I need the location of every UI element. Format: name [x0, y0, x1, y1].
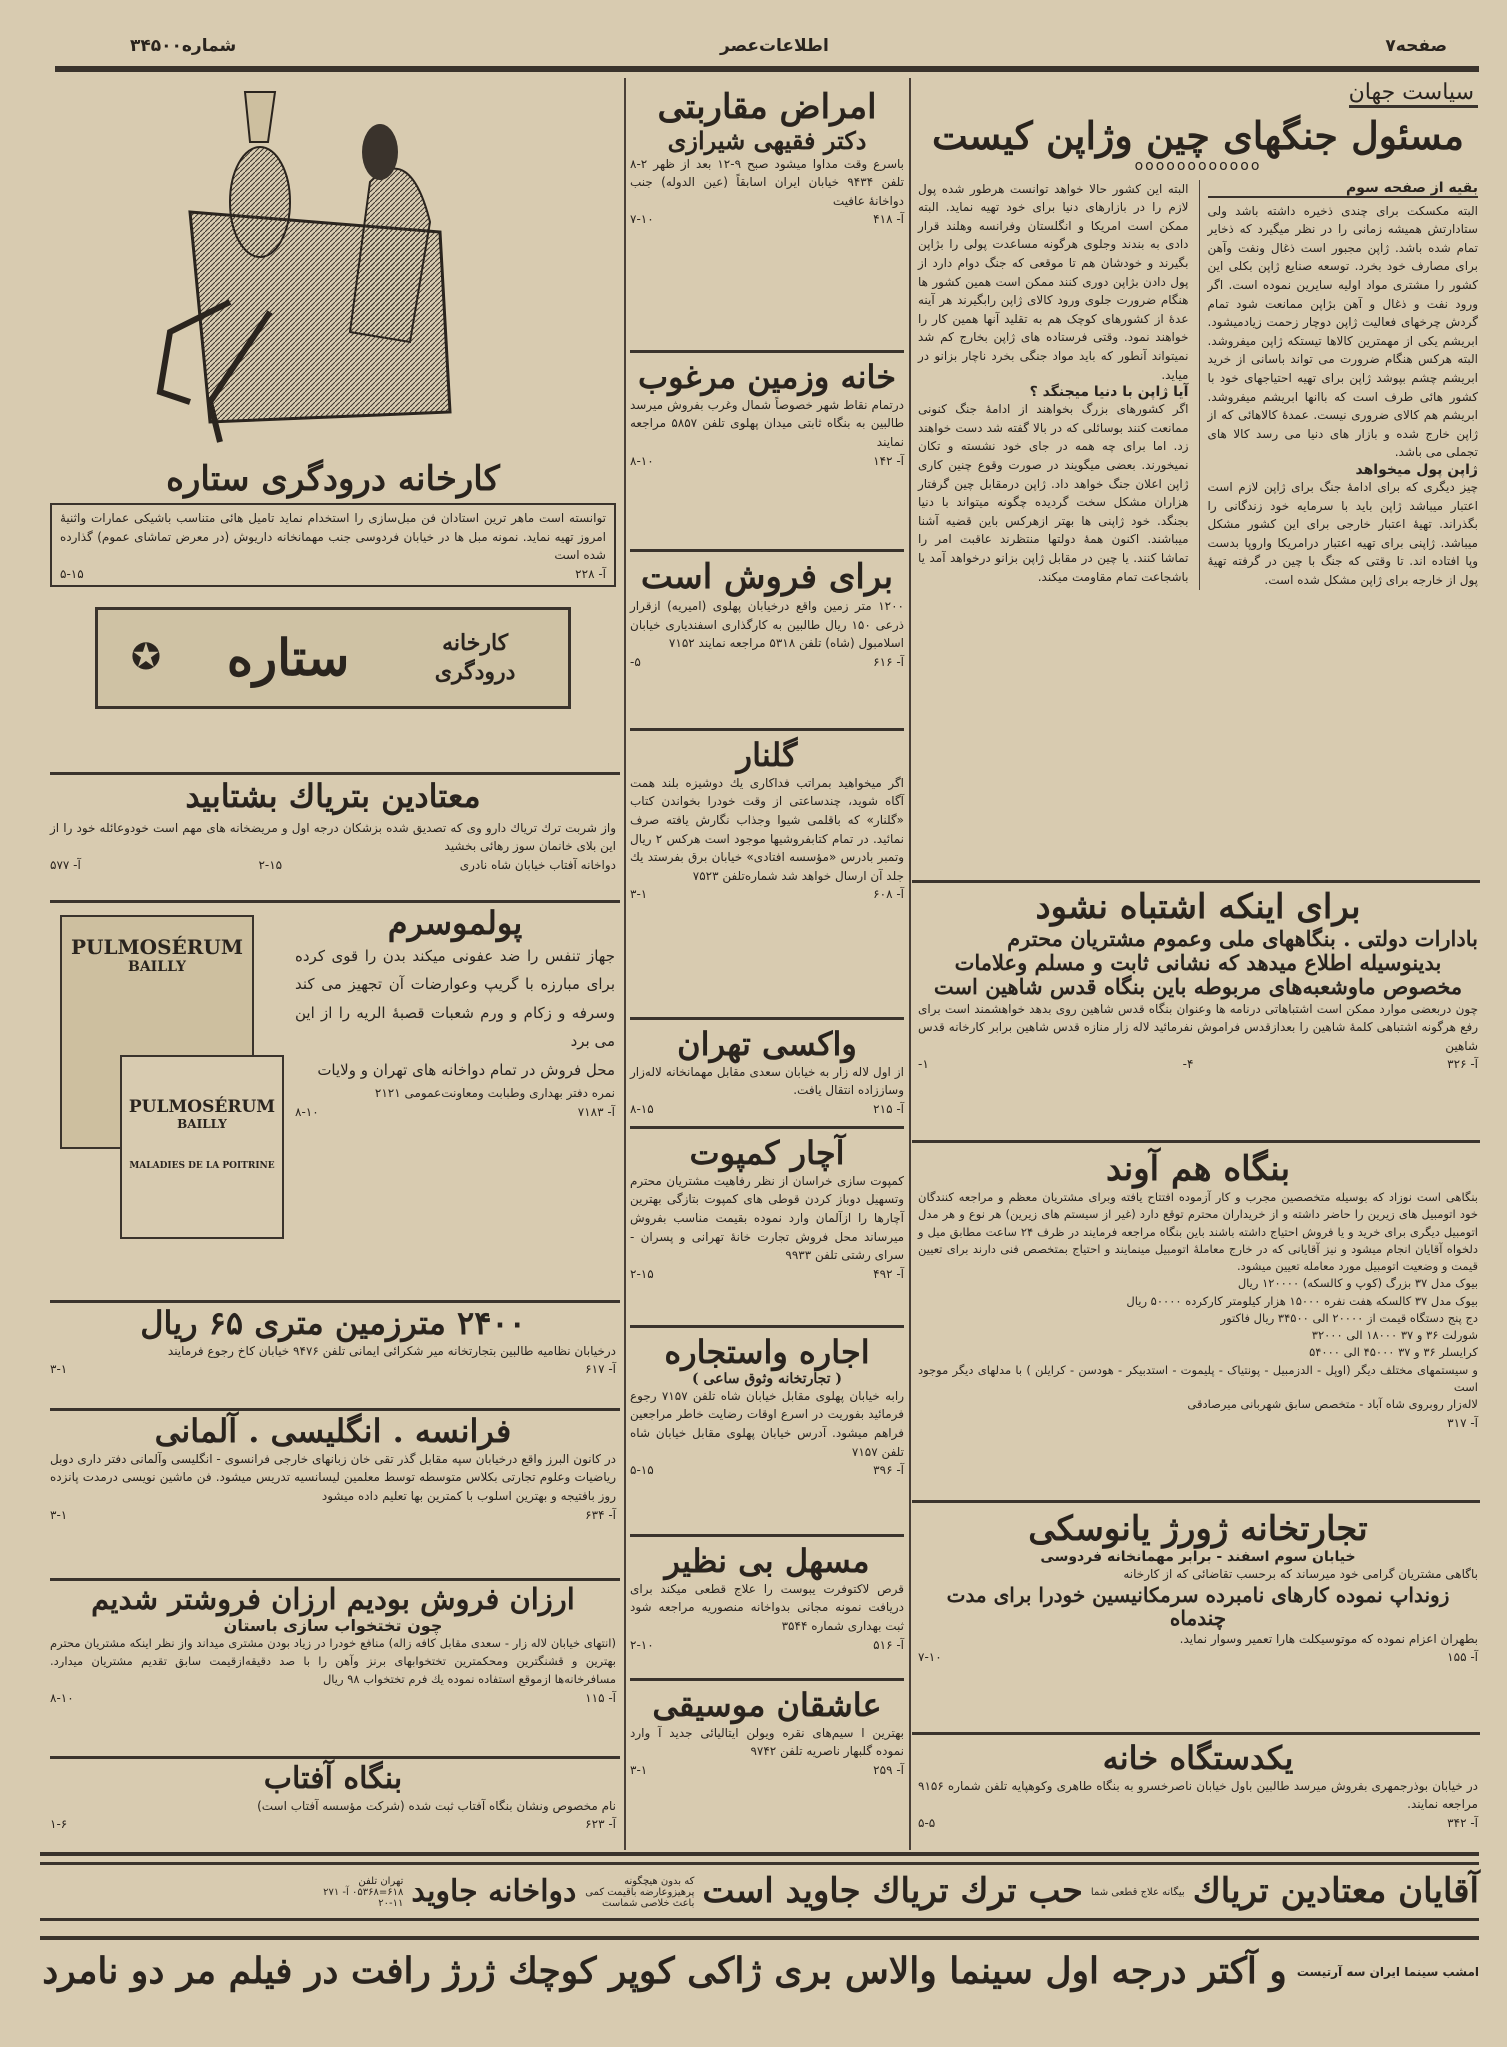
- section-title: سیاست جهان: [1349, 80, 1478, 108]
- ad-code: ۴-: [1182, 1057, 1194, 1072]
- ad-code: آ- ۲۵۹: [873, 1762, 904, 1777]
- ad-text: چون دربعضی موارد ممکن است اشتباهاتی درنامه ها وعنوان بنگاه قدس شاهین روی بدهد خواهشمند است برای رفع هرگونه اشتباهی کلمهٔ شاهین را بعدازقدس فراموش نفرمائید لاله زار منازه قدس شاهین برابر کارخانه قدس شاهین: [918, 1001, 1478, 1053]
- ad-text: واز شربت ترك تریاك دارو وی که تصدیق شده بزشکان درجه اول و مریضخانه های مهم است خودوعائله خود را از این بلای خانمان سوز رهائی بخشید: [50, 820, 616, 854]
- ad-title: فرانسه . انگلیسی . آلمانی: [154, 1412, 512, 1450]
- headline: مسئول جنگهای چین وژاپن کیست: [931, 113, 1465, 158]
- ad-text: قرص لاکتوفرت یبوست را علاج قطعی میکند برای دریافت نمونه مجانی بدواخانه منصوریه مراجعه شود ثبت بهداری شماره ۳۵۴۴: [630, 1581, 904, 1633]
- phone: تهران تلفن ۶۱۸=۰۵۳۶۸: [352, 1875, 404, 1898]
- pulmoserum-ad: [50, 905, 620, 1300]
- ad-text: نمره دفتر بهداری وطبابت ومعاونت‌عمومی ۲۱۲۱: [374, 1086, 615, 1101]
- star-carpentry-ad: [50, 460, 616, 709]
- opium-pill-banner: [40, 1866, 1479, 1918]
- world-politics-article: [918, 80, 1478, 590]
- ad-code: آ- ۲۲۸: [575, 566, 606, 581]
- ad-text: کمپوت سازی خراسان از نظر رفاهیت مشتریان محترم وتسهیل دوباز کردن قوطی های کمپوت بتازگی بهترین آچارها را ازآلمان وارد نموده بقیمت مناسب بفروش میرساند محل فروش تجارت خانهٔ تهرانی و پسران - سرای رشتی تلفن ۹۹۳۳: [630, 1173, 904, 1263]
- ad-address: خیابان سوم اسفند - برابر مهمانخانه فردوسی: [1040, 1549, 1356, 1566]
- divider: [40, 1852, 1479, 1856]
- price-row: بیوک مدل ۳۷ بزرگ (کوپ و کالسکه) ۱۲۰۰۰۰ ریال: [1237, 1276, 1478, 1291]
- notice-line: بدینوسیله اطلاع میدهد که نشانی ثابت و مسلم وعلامات: [954, 950, 1442, 976]
- ad-title: واکسی تهران: [677, 1025, 857, 1063]
- house-ad: [918, 1740, 1478, 1830]
- notice-ad: [918, 888, 1478, 1071]
- ad-code: آ- ۱۴۲: [873, 453, 904, 468]
- ad-code: آ- ۳۴۲: [1447, 1815, 1478, 1830]
- banner-small-text: امشب سینما ایران سه آرتیست: [1296, 1965, 1479, 1979]
- ad-code: ۲-۱۵: [258, 857, 283, 872]
- banner-small-text: که بدون هیچگونه پرهیزوعارضه باقیمت کمی باعث خلاصی شماست: [585, 1875, 695, 1909]
- middle-ad: [630, 1681, 904, 1807]
- label-text: PULMOSÉRUM: [128, 1097, 276, 1117]
- ad-text: از اول لاله زار به خیابان سعدی مقابل مهمانخانه لاله‌زار وساززاده انتقال یافت.: [630, 1064, 904, 1098]
- divider: [50, 1578, 620, 1581]
- ad-code: ۸-۱۰: [295, 1104, 319, 1119]
- ad-text: رابه خیابان پهلوی مقابل خیابان شاه تلفن ۷۱۵۷ رجوع فرمائید بفوریت در اسرع اوقات رضایت خاطر مراجعین فراهم میشود. آدرس خیابان پهلوی مقابل خیابان شاه تلفن ۷۱۵۷: [630, 1388, 904, 1459]
- subheading: ژاپن پول میخواهد: [1355, 462, 1478, 478]
- ad-address: لاله‌زار روبروی شاه آباد - متخصص سابق شهربانی میرصادقی: [1187, 1397, 1478, 1412]
- divider: [912, 1732, 1480, 1735]
- ad-text: بنگاهی است نوزاد که بوسیله متخصصین مجرب و کار آزموده افتتاح یافته وبرای مشتریان معظم و مراجعه کنندگان خود اتومبیل های زیرین را حاضر داشته و از خریداران محترم توقع دارد (غیر از سیستم های زیرین) هر نوع و هر مدل اتومبیل دیگری برای خرید و یا فروش احتیاج داشته باشند باین بنگاه مراجعه فرمایند در ظرف ۲۴ ساعت مطابق میل و دلخواه آقایان انجام میشود و نیز آقایانی که در خارج معاملهٔ اتومبیل مینمایند و احتیاج بمتخصص فنی دارند برای تعیین قیمت و وضعیت اتومبیل مورد معامله تعیین میشود.: [918, 1190, 1478, 1274]
- ad-text: توانسته است ماهر ترین استادان فن مبل‌سازی را استخدام نماید تاميل هائی متناسب باشیکی عمارات واثنیهٔ امروز تهیه نماید. نمونه مبل ها در خیابان فردوسی جنب مهمانخانه داریوش (در معرض تماشای عموم) گذارده شده است: [60, 511, 606, 563]
- ad-code: آ- ۶۲۳: [585, 1817, 616, 1832]
- divider: [50, 1300, 620, 1303]
- middle-ad: [630, 1328, 904, 1537]
- divider: [50, 1756, 620, 1759]
- ad-title: بنگاه آفتاب: [263, 1761, 403, 1796]
- continued-label: بقیه از صفحه سوم: [1208, 180, 1479, 198]
- article-text: البته این کشور حالا خواهد توانست هرطور شده پول لازم را در بازارهای دنیا برای خود تهیه نماید. البته ممکن است امریکا و انگلستان وفرانسه وهلند قرار دادی به بندند وجلوی هرگونه مساعدت پولی را بژاپن بگیرند و خودشان هم تا موقعی که جنگ دوام دارد از پول دادن بژاپن دوری کنند ممکن است همین کشور ها هنگام ضرورت جلوی ورود کالای ژاپن رابگیرند هر آینه عدهٔ از کشورهای کوچک هم به تقلید آنها همین کار را خواهند نمود. وقتی فرستاده های ژاپن بخارج کم شد نمیتواند آنطور که باید مواد جنگی بخرد ناچار بزانو در میاید.: [918, 181, 1189, 382]
- divider: [50, 1408, 620, 1411]
- middle-ad: [630, 552, 904, 731]
- ad-code: ۳-۱: [50, 1362, 68, 1377]
- ad-title: اجاره واستجاره: [664, 1333, 870, 1371]
- label-text: BAILLY: [127, 959, 187, 975]
- header-rule: [55, 66, 1479, 72]
- ad-code: آ- ۶۱۶: [873, 654, 904, 669]
- cinema-banner: [40, 1942, 1479, 2002]
- newspaper-name: اطلاعات‌عصر: [720, 36, 829, 56]
- banner-small-text: بیگانه علاج قطعی شما: [1090, 1886, 1185, 1898]
- ad-text: ۱۲۰۰ متر زمین واقع درخیابان پهلوی (امیریه) ازقرار ذرعی ۱۵۰ ریال طالبین به کارگذاری اسفندیاری خیابان اسلامبول (شاه) تلفن ۵۳۱۸ مراجعه نمایند ۷۱۵۲: [630, 599, 904, 651]
- ad-code: ۵-۵: [918, 1815, 936, 1830]
- ad-title: بنگاه هم آوند: [1105, 1149, 1291, 1189]
- ad-title: عاشقان موسیقی: [652, 1686, 882, 1724]
- label-text: PULMOSÉRUM: [71, 935, 243, 959]
- ad-code: ۵-: [630, 654, 641, 669]
- ad-code: ۷-۱۰: [918, 1650, 942, 1665]
- ad-code: ۸-۱۰: [630, 453, 654, 468]
- ad-subtitle: چون تختخواب سازی باستان: [223, 1616, 443, 1636]
- label-text: MALADIES DE LA POITRINE: [129, 1161, 275, 1171]
- bed-shop-ad: [50, 1583, 616, 1705]
- ad-title: یکدستگاه خانه: [1102, 1739, 1294, 1777]
- ad-code: ۸-۱۰: [50, 1690, 74, 1705]
- hamavand-ad: [918, 1150, 1478, 1430]
- ad-code: آ- ۵۱۶: [873, 1637, 904, 1652]
- divider: [912, 880, 1480, 883]
- ad-text: نام مخصوص ونشان بنگاه آفتاب ثبت شده (شرکت مؤسسه آفتاب است): [257, 1798, 616, 1813]
- ad-code: آ- ۱۵۵: [1447, 1650, 1478, 1665]
- ad-code: ۸-۱۵: [630, 1101, 654, 1116]
- ad-title: گلنار: [736, 736, 798, 774]
- ad-title: آچار کمپوت: [689, 1134, 845, 1172]
- price-row: شورلت ۳۶ و ۳۷ ۱۸۰۰۰ الی ۳۲۰۰۰: [1311, 1328, 1478, 1343]
- ad-title: مسهل بی نظیر: [664, 1542, 870, 1580]
- page-number: صفحه۷: [1385, 36, 1447, 56]
- banner-text: آقایان معتادین تریاك: [1192, 1871, 1479, 1912]
- notice-line: بادارات دولتی . بنگاههای ملی وعموم مشتریان محترم: [1007, 926, 1478, 952]
- ad-title: ارزان فروش بودیم ارزان فروشتر شدیم: [91, 1582, 575, 1616]
- product-bottle-illustration: [120, 1055, 284, 1239]
- column-divider: [909, 78, 911, 1850]
- ad-code: آ- ۳۱۷: [1447, 1415, 1478, 1430]
- ad-title: معتادین بتریاك بشتابید: [185, 777, 481, 815]
- ad-title: کارخانه درودگری ستاره: [166, 459, 500, 499]
- middle-ad: [630, 1537, 904, 1681]
- ad-code: ۳-۱: [50, 1507, 68, 1522]
- divider: [912, 1500, 1480, 1503]
- ad-code: ۱-۶: [50, 1817, 68, 1832]
- ad-code: ۱-: [918, 1057, 929, 1072]
- ad-text: در خیابان بوذرجمهری بفروش میرسد طالبین باول خیابان ناصرخسرو به بنگاه طاهری وکوهپایه تلفن شماره ۹۱۵۶ مراجعه نمایند.: [918, 1778, 1478, 1812]
- ad-text: در کانون البرز واقع درخیابان سپه مقابل گذر تقی خان زبانهای خارجی فرانسوی - انگلیسی وآلمانی دفتر داری دوبل ریاضیات وعلوم تجارتی بکلاس متوسطه توسط معلمین لیسانسیه تدریس میشود. فن ماشین نویسی درمدت پانزده روز بافتیجه و بهترین اسلوب با کمترین بها تعلیم داده میشود: [50, 1451, 616, 1503]
- ad-title: برای اینکه اشتباه نشود: [1035, 887, 1361, 927]
- middle-ad: [630, 731, 904, 1020]
- ad-text: درخیابان نظامیه طالبین بتجارتخانه میر شکرائی ایمانی تلفن ۹۴۷۶ خیابان کاخ رجوع فرمایند: [167, 1343, 616, 1358]
- price-row: و سیستمهای مختلف دیگر (اوپل - الدزمبیل - پونتیاک - پلیموت - استدبیکر - هودسن - کرایلن ) با مدلهای دیگر موجود است: [918, 1362, 1478, 1394]
- ad-code: آ- ۴۱۸: [873, 212, 904, 227]
- banner-text: دواخانه جاوید: [411, 1873, 577, 1909]
- ad-text: باسرع وقت مداوا میشود صبح ۹-۱۲ بعد از ظهر ۲-۸ تلفن ۹۴۳۴ خیابان ایران اسابقاً (عین الدوله) جنب دواخانهٔ عافیت: [630, 156, 904, 208]
- ornament: oooooooooooo: [1134, 157, 1262, 174]
- price-row: دج پنج دستگاه قیمت از ۲۰۰۰۰ الی ۳۴۵۰۰ ریال فاکتور: [1220, 1310, 1478, 1325]
- notice-line: مخصوص ماوشعبه‌های مربوطه باین بنگاه قدس شاهین است: [933, 974, 1463, 1000]
- star-icon: ✪: [130, 637, 162, 679]
- divider: [40, 1936, 1479, 1940]
- ad-code: ۵-۱۵: [60, 566, 84, 581]
- ad-code: ۲-۱۰: [630, 1637, 654, 1652]
- ad-subtitle: ( تجارتخانه وثوق ساعی ): [691, 1370, 843, 1387]
- ad-code: آ- ۵۷۷: [50, 857, 81, 872]
- aftab-ad: [50, 1762, 616, 1831]
- price-row: کرایسلر ۳۶ و ۳۷ ۴۵۰۰۰ الی ۵۴۰۰۰: [1309, 1345, 1478, 1360]
- logo-name: ستاره: [226, 628, 350, 688]
- star-logo: [95, 607, 571, 709]
- ad-text: بهترین ا سیم‌های نقره ویولن ایتالیائی جدید آ وارد نموده گلبهار ناصریه تلفن ۹۷۴۲: [630, 1725, 904, 1759]
- logo-subtitle: کارخانه درودگری: [434, 630, 516, 685]
- middle-ad: [630, 353, 904, 552]
- ad-code: آ- ۶۳۴: [585, 1507, 616, 1522]
- yanovski-ad: [918, 1510, 1478, 1664]
- car-price-list: [918, 1275, 1478, 1396]
- ad-title: پولموسرم: [387, 904, 523, 942]
- ad-code: ۳-۱: [630, 1762, 648, 1777]
- divider: [50, 900, 620, 903]
- divider: [912, 1140, 1480, 1143]
- ad-text-large: زونداپ نموده کارهای نامبرده سرمکانیسین خودرا برای مدت چندماه: [946, 1582, 1450, 1630]
- banner-text: و آکتر درجه اول سینما والاس بری ژاکی کوپر کوچك ژرژ رافت در فیلم مر دو نامرد: [42, 1950, 1287, 1993]
- article-text: چیز دیگری که برای ادامهٔ جنگ برای ژاپن لازم است اعتبار میباشد ژاپن باید با سرمایه خود زندگانی را بگذراند. تهیهٔ اعتبار خارجی برای این کشور مشکل میباشد. ژاپنی برای تهیه اعتبار درامریکا واروپا بدست وپا افتاده اند. تا وقتی که جنگ با چین در گرفته تهیهٔ پول از خارجه برای ژاپن مشکل شده است.: [1207, 480, 1478, 587]
- price-row: بیوک مدل ۳۷ کالسکه هفت نفره ۱۵۰۰۰ هزار کیلومتر کارکرده ۵۰۰۰۰ ریال: [1126, 1293, 1478, 1308]
- ad-title: تجارتخانه ژورژ یانوسکی: [1028, 1509, 1368, 1549]
- ad-code: آ- ۲۷۱ ۱۱-۲۰: [323, 1886, 404, 1909]
- ad-code: آ- ۱۱۵: [585, 1690, 616, 1705]
- middle-ad: [630, 1020, 904, 1129]
- ad-text: باگاهی مشتریان گرامی خود میرساند که برحسب تقاضائی که از کارخانه: [1123, 1567, 1478, 1582]
- subheading: آیا ژاپن با دنیا میجنگد ؟: [1029, 384, 1189, 401]
- divider: [50, 772, 620, 775]
- land-ad: [50, 1305, 616, 1376]
- ad-text: درتمام نقاط شهر خصوصاً شمال وغرب بفروش میرسد طالبین به بنگاه ثابتی میدان پهلوی تلفن ۵۸۵۷ مراجعه نمایند: [630, 397, 904, 449]
- languages-ad: [50, 1413, 616, 1522]
- ad-title: امراض مقاربتی: [657, 87, 877, 127]
- article-text: البته مکسکت برای چندی ذخیره داشته باشد ولی ستادارتش همیشه زمانی را در نظر میگیرد که ذخایر تمام شده باشد. ژاپن مجبور است ذغال ونفت وآهن برای مصارف خود بخرد. توسعه صنایع ژاپن بکلی این کشور را مشتری مواد اولیه سایرین نموده است. اگر ورود نفت و ذغال و آهن بژاپن ممانعت شود تمام گردش چرخهای فعالیت ژاپن دوچار زحمت زیادمیشود. ابریشم یکی از مهمترین کالاها تیستکه ژاپن میفروشد. البته هرکس هنگام ضرورت می تواند باسانی از خرید ابریشم چشم بپوشد ژاپن برای تهیه احتیاجهای خود با کشور هائی طرف است که باانها ابریشم میفروشد. ابریشم هم کالای ضروری نیست. عمدهٔ کالاهائی که از ژاپن خارج شده و بازار های دنیا می رسد کالا های تجملی می باشد.: [1207, 203, 1478, 460]
- ad-title: برای فروش است: [640, 557, 894, 597]
- ad-text: جهاز تنفس را ضد عفونی میکند بدن را قوی کرده برای مبارزه با گریپ وعوارضات آن تجهیز می کند وسرفه و زکام و ورم شعبات قصبهٔ الریه را از این می برد: [295, 946, 615, 1051]
- ad-code: ۷-۱۰: [630, 212, 654, 227]
- middle-column-ads: [630, 82, 904, 1807]
- ad-address: دواخانه آفتاب خیابان شاه نادری: [459, 857, 616, 872]
- ad-code: ۲-۱۵: [630, 1266, 654, 1281]
- ad-code: ۳-۱: [630, 887, 648, 902]
- ad-code: آ- ۳۲۶: [1447, 1057, 1478, 1072]
- ad-code: آ- ۲۱۵: [873, 1101, 904, 1116]
- ad-code: آ- ۷۱۸۳: [577, 1104, 615, 1119]
- banner-text: حب ترك تریاك جاوید است: [702, 1871, 1083, 1912]
- middle-ad: [630, 82, 904, 353]
- label-text: BAILLY: [177, 1117, 227, 1131]
- article-text: اگر کشورهای بزرگ بخواهند از ادامهٔ جنگ کنونی ممانعت کنند بوسائلی که در بالا گفته شد دست خواهند زد. اما برای چه همه در جای خود نشسته و تکان نمیخورند. بعضی میگویند در صورت وقوع چنین کاری ژاپن اعلان جنگ خواهد داد. ژاپن درمقابل چین گرفتار هزاران مشکل سخت گردیده چگونه میتواند با دنیا بجنگد. خود ژاپنی ها بهتر ازهرکس باین قضیه آشنا میباشند. اکنون همهٔ دولتها منتظرند عاقبت امر را تماشا کنند. یا چین در مقابل ژاپن بزانو درخواهد آمد یا باشجاعت تمام مقاومت میکند.: [918, 402, 1189, 584]
- ad-code: ۵-۱۵: [630, 1463, 654, 1478]
- ad-title: ۲۴۰۰ مترزمین متری ۶۵ ریال: [140, 1304, 526, 1342]
- ad-code: آ- ۴۹۲: [873, 1266, 904, 1281]
- column-divider: [624, 78, 626, 1850]
- issue-number: شماره۳۴۵۰۰: [130, 36, 237, 56]
- ad-code: آ- ۶۰۸: [873, 887, 904, 902]
- ad-text: (انتهای خیابان لاله زار - سعدی مقابل کافه زاله) منافع خودرا در زیاد بودن مشتری میداند واز نظر اینکه مشتریان محترم بهترین و قشنگترین ومحکمترین تختخوابهای برنز وآهن را با صد دقیقه‌ازقیمت سابق تقدیم مشتریان میدارد. مسافرخانه‌ها ازموقع استفاده نموده یك فرم تختخواب ۹۸ ریال: [50, 1636, 616, 1686]
- furniture-illustration: [150, 82, 490, 452]
- ad-title: خانه وزمین مرغوب: [637, 358, 897, 396]
- ad-code: آ- ۳۹۶: [873, 1463, 904, 1478]
- ad-code: آ- ۶۱۷: [585, 1362, 616, 1377]
- divider: [40, 1862, 1479, 1865]
- ad-text: بطهران اعزام نموده که موتوسیکلت هارا تعمیر وسوار نماید.: [1179, 1631, 1478, 1646]
- middle-ad: [630, 1129, 904, 1328]
- ad-text: محل فروش در تمام دواخانه های تهران و ولایات: [317, 1060, 615, 1079]
- ad-text: اگر میخواهید بمراتب فداکاری یك دوشیزه بلند همت آگاه شوید، چندساعتی از وقت خودرا بخواندن کتاب «گلنار» که باقلمی شیوا وجذاب نگارش یافته صرف نمائید. در تمام کتابفروشیها موجود است هرکس ۲ ریال وتمبر بادرس «مؤسسه افتادی» خیابان برق بفرستد یك جلد آن ارسال خواهد شد شماره‌تلفن ۷۵۲۳: [630, 775, 904, 883]
- opium-ad: [50, 778, 616, 872]
- ad-subtitle: دکتر فقیهی شیرازی: [667, 126, 867, 156]
- banner-contact: [313, 1876, 403, 1909]
- divider: [40, 1918, 1479, 1921]
